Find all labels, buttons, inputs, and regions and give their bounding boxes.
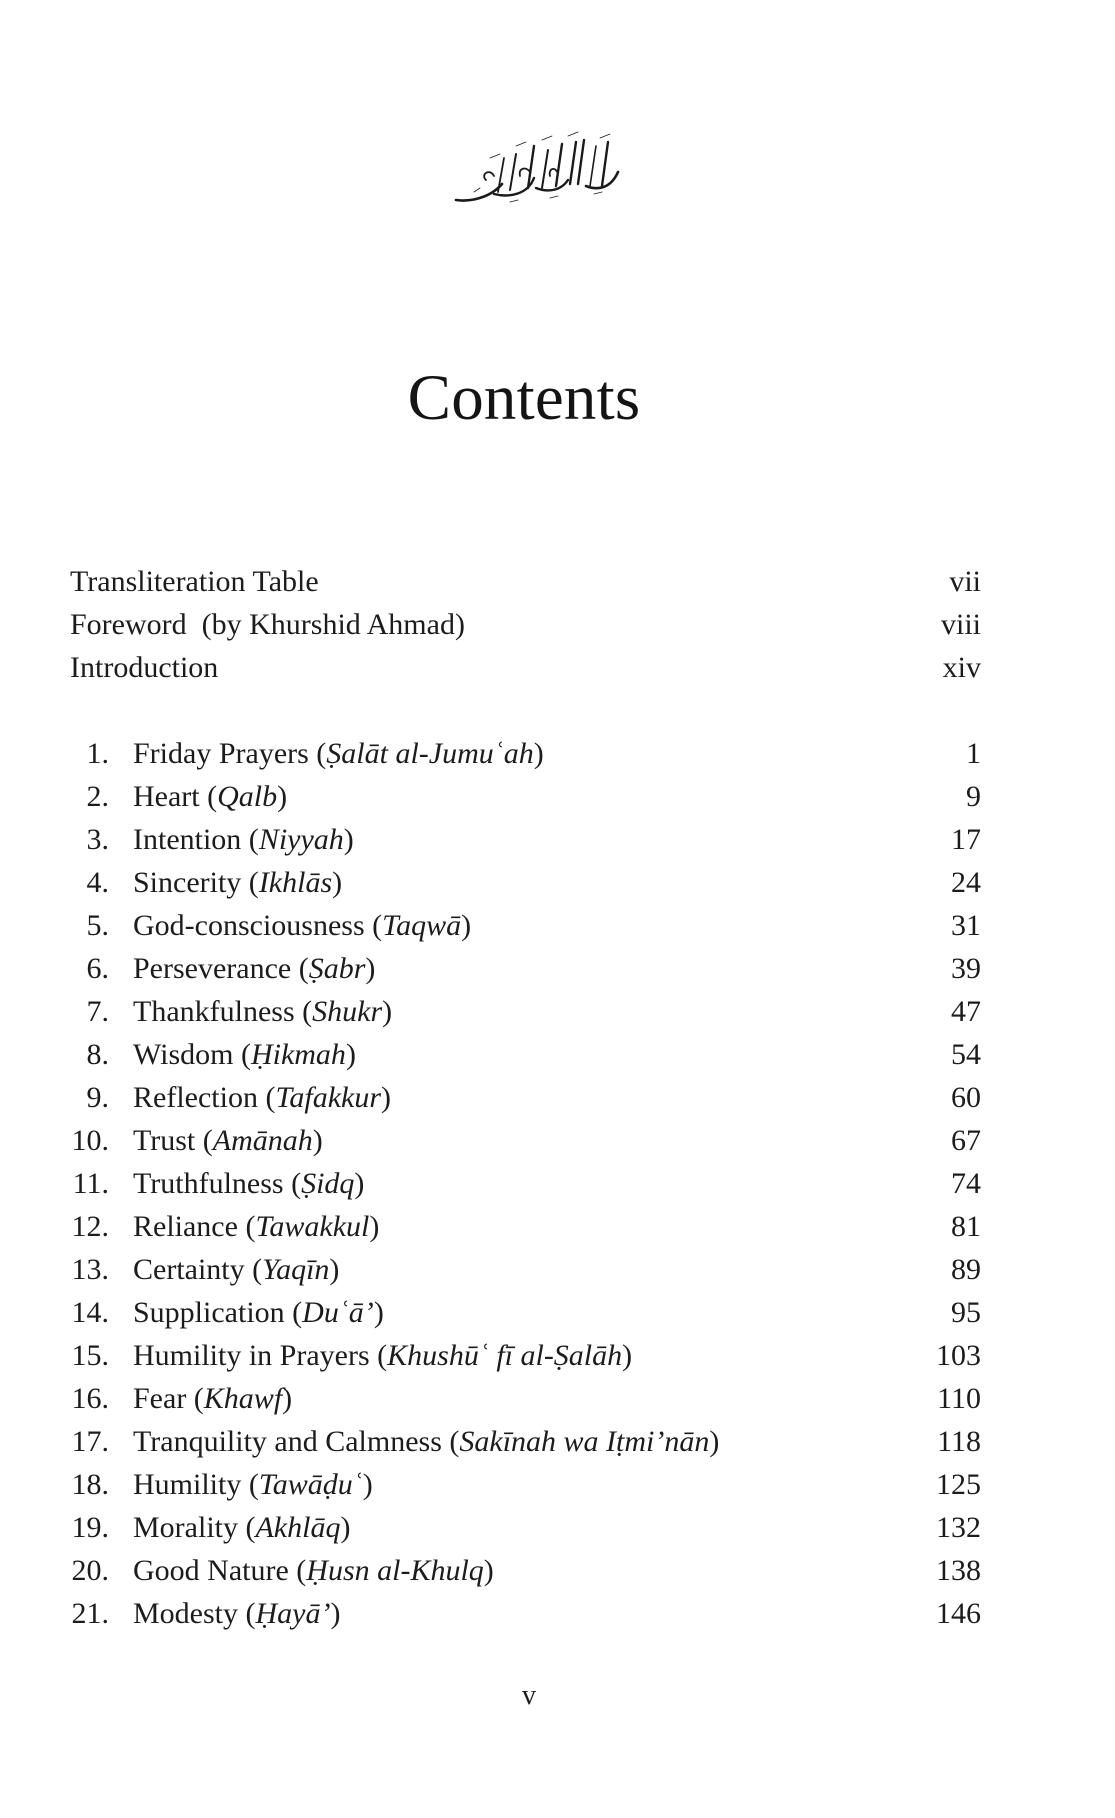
chapter-page-number: 95 bbox=[951, 1296, 981, 1329]
chapter-title bbox=[133, 1463, 373, 1506]
chapter-title-english: Reliance ( bbox=[133, 1210, 256, 1243]
chapter-title-close-paren: ) bbox=[332, 866, 343, 899]
chapter-title-close-paren: ) bbox=[381, 1081, 392, 1114]
chapter-title bbox=[133, 947, 375, 990]
chapter-title-arabic-term: Yaqīn bbox=[262, 1253, 330, 1286]
chapter-title-english: Fear ( bbox=[133, 1382, 204, 1415]
chapter-title-english: Reflection ( bbox=[133, 1081, 276, 1114]
chapter-number: 16. bbox=[71, 1382, 109, 1415]
chapter-number: 21. bbox=[71, 1597, 109, 1630]
front-matter-list bbox=[0, 560, 1115, 689]
chapter-number: 3. bbox=[86, 823, 109, 856]
chapter-page-number: 1 bbox=[966, 737, 981, 770]
chapter-title-english: Trust ( bbox=[133, 1124, 213, 1157]
toc-entry-chapter-17[interactable] bbox=[0, 1420, 1115, 1463]
chapter-title-arabic-term: Qalb bbox=[217, 780, 278, 813]
chapter-title bbox=[133, 1592, 340, 1635]
toc-entry-chapter-16[interactable] bbox=[0, 1377, 1115, 1420]
toc-entry-chapter-21[interactable] bbox=[0, 1592, 1115, 1635]
chapter-number: 10. bbox=[71, 1124, 109, 1157]
chapter-page-number: 47 bbox=[951, 995, 981, 1028]
chapter-number: 7. bbox=[86, 995, 109, 1028]
chapter-title bbox=[133, 1119, 323, 1162]
chapter-page-number: 118 bbox=[937, 1425, 981, 1458]
toc-entry-chapter-10[interactable] bbox=[0, 1119, 1115, 1162]
toc-entry-chapter-15[interactable] bbox=[0, 1334, 1115, 1377]
chapter-number: 18. bbox=[71, 1468, 109, 1501]
chapter-number: 6. bbox=[86, 952, 109, 985]
chapter-title-close-paren: ) bbox=[461, 909, 472, 942]
toc-entry-chapter-8[interactable] bbox=[0, 1033, 1115, 1076]
chapter-title bbox=[133, 1248, 339, 1291]
chapter-title bbox=[133, 990, 392, 1033]
chapter-title bbox=[133, 775, 287, 818]
toc-entry-chapter-18[interactable] bbox=[0, 1463, 1115, 1506]
chapter-number: 14. bbox=[71, 1296, 109, 1329]
chapter-title-arabic-term: Taqwā bbox=[382, 909, 462, 942]
chapter-title-arabic-term: Ḥusn al-Khulq bbox=[306, 1554, 484, 1587]
chapter-title bbox=[133, 1420, 719, 1463]
chapter-title-arabic-term: Tawāḍuʿ bbox=[258, 1468, 363, 1501]
chapter-number: 15. bbox=[71, 1339, 109, 1372]
chapter-title-arabic-term: Akhlāq bbox=[255, 1511, 341, 1544]
chapter-title-close-paren: ) bbox=[709, 1425, 720, 1458]
chapter-title-close-paren: ) bbox=[312, 1124, 323, 1157]
toc-entry-chapter-4[interactable] bbox=[0, 861, 1115, 904]
chapter-title-english: Wisdom ( bbox=[133, 1038, 251, 1071]
chapter-number: 11. bbox=[72, 1167, 109, 1200]
page-title: Contents bbox=[407, 362, 641, 434]
chapter-title bbox=[133, 1377, 292, 1420]
toc-entry-chapter-20[interactable] bbox=[0, 1549, 1115, 1592]
chapter-title-close-paren: ) bbox=[365, 952, 376, 985]
chapter-page-number: 125 bbox=[936, 1468, 981, 1501]
toc-entry-chapter-1[interactable] bbox=[0, 732, 1115, 775]
chapter-title-close-paren: ) bbox=[282, 1382, 293, 1415]
chapter-title-arabic-term: Khawf bbox=[203, 1382, 283, 1415]
chapter-title-close-paren: ) bbox=[345, 1038, 356, 1071]
chapter-title-arabic-term: Amānah bbox=[212, 1124, 313, 1157]
chapter-title-close-paren: ) bbox=[354, 1167, 365, 1200]
chapter-title-close-paren: ) bbox=[343, 823, 354, 856]
chapter-title-arabic-term: Tawakkul bbox=[255, 1210, 370, 1243]
chapter-page-number: 67 bbox=[951, 1124, 981, 1157]
chapter-title-arabic-term: Duʿā’ bbox=[302, 1296, 374, 1329]
toc-entry-chapter-14[interactable] bbox=[0, 1291, 1115, 1334]
toc-entry-chapter-13[interactable] bbox=[0, 1248, 1115, 1291]
chapter-title-english: Perseverance ( bbox=[133, 952, 309, 985]
chapter-title-arabic-term: Ṣabr bbox=[308, 952, 366, 985]
chapter-number: 4. bbox=[86, 866, 109, 899]
chapter-title-close-paren: ) bbox=[373, 1296, 384, 1329]
toc-entry-chapter-7[interactable] bbox=[0, 990, 1115, 1033]
chapter-page-number: 110 bbox=[937, 1382, 981, 1415]
chapter-title-english: Heart ( bbox=[133, 780, 218, 813]
chapter-title-close-paren: ) bbox=[340, 1511, 351, 1544]
chapter-title-close-paren: ) bbox=[277, 780, 288, 813]
chapter-title-close-paren: ) bbox=[382, 995, 393, 1028]
chapter-title-arabic-term: Ṣidq bbox=[301, 1167, 355, 1200]
chapter-title bbox=[133, 1033, 356, 1076]
chapter-title-english: Friday Prayers ( bbox=[133, 737, 327, 770]
entry-page-number: vii bbox=[949, 565, 981, 598]
page-folio-number: v bbox=[522, 1680, 536, 1711]
chapter-number: 19. bbox=[71, 1511, 109, 1544]
chapter-title-close-paren: ) bbox=[329, 1253, 340, 1286]
chapter-title-english: Morality ( bbox=[133, 1511, 256, 1544]
chapter-title-english: Intention ( bbox=[133, 823, 259, 856]
toc-entry-introduction[interactable] bbox=[0, 646, 1115, 689]
chapter-title-english: Certainty ( bbox=[133, 1253, 263, 1286]
chapter-page-number: 103 bbox=[936, 1339, 981, 1372]
chapter-number: 17. bbox=[71, 1425, 109, 1458]
chapter-title-close-paren: ) bbox=[533, 737, 544, 770]
chapter-number: 20. bbox=[71, 1554, 109, 1587]
toc-entry-chapter-19[interactable] bbox=[0, 1506, 1115, 1549]
chapter-title-english: Good Nature ( bbox=[133, 1554, 307, 1587]
chapter-title bbox=[133, 1334, 632, 1377]
chapter-title bbox=[133, 818, 354, 861]
chapter-page-number: 74 bbox=[951, 1167, 981, 1200]
chapter-number: 2. bbox=[86, 780, 109, 813]
chapter-title-arabic-term: Niyyah bbox=[258, 823, 344, 856]
chapter-title-arabic-term: Khushūʿ fī al-Ṣalāh bbox=[387, 1339, 623, 1372]
chapter-title-english: Humility ( bbox=[133, 1468, 259, 1501]
chapter-page-number: 132 bbox=[936, 1511, 981, 1544]
chapter-title bbox=[133, 904, 471, 947]
entry-page-number: xiv bbox=[942, 651, 981, 684]
chapter-title bbox=[133, 1205, 379, 1248]
chapter-number: 5. bbox=[86, 909, 109, 942]
entry-page-number: viii bbox=[940, 608, 981, 641]
chapter-title-english: Truthfulness ( bbox=[133, 1167, 302, 1200]
chapter-title-arabic-term: Sakīnah wa Iṭmi’nān bbox=[459, 1425, 710, 1458]
toc-entry-chapter-5[interactable] bbox=[0, 904, 1115, 947]
chapter-title-arabic-term: Ikhlās bbox=[258, 866, 333, 899]
chapter-page-number: 39 bbox=[951, 952, 981, 985]
chapter-title-english: Modesty ( bbox=[133, 1597, 256, 1630]
chapter-title bbox=[133, 1076, 391, 1119]
chapter-title bbox=[133, 1549, 494, 1592]
chapter-title-close-paren: ) bbox=[330, 1597, 341, 1630]
chapter-title bbox=[133, 1162, 364, 1205]
toc-entry-chapter-9[interactable] bbox=[0, 1076, 1115, 1119]
chapter-page-number: 54 bbox=[951, 1038, 981, 1071]
chapter-number: 8. bbox=[86, 1038, 109, 1071]
chapter-title bbox=[133, 1291, 384, 1334]
chapter-number: 1. bbox=[86, 737, 109, 770]
chapter-title-english: Humility in Prayers ( bbox=[133, 1339, 388, 1372]
chapter-title-arabic-term: Ḥikmah bbox=[250, 1038, 346, 1071]
chapter-page-number: 81 bbox=[951, 1210, 981, 1243]
toc-entry-chapter-6[interactable] bbox=[0, 947, 1115, 990]
toc-entry-transliteration-table[interactable] bbox=[0, 560, 1115, 603]
chapter-page-number: 17 bbox=[951, 823, 981, 856]
chapter-number: 12. bbox=[71, 1210, 109, 1243]
chapter-page-number: 60 bbox=[951, 1081, 981, 1114]
chapter-number: 13. bbox=[71, 1253, 109, 1286]
chapter-title-arabic-term: Ḥayā’ bbox=[255, 1597, 331, 1630]
chapter-page-number: 138 bbox=[936, 1554, 981, 1587]
chapter-title-close-paren: ) bbox=[362, 1468, 373, 1501]
chapter-title-arabic-term: Ṣalāt al-Jumuʿah bbox=[326, 737, 534, 770]
chapter-title-english: God-consciousness ( bbox=[133, 909, 383, 942]
chapter-page-number: 31 bbox=[951, 909, 981, 942]
chapter-title-english: Thankfulness ( bbox=[133, 995, 313, 1028]
chapter-title bbox=[133, 861, 342, 904]
chapter-list bbox=[0, 732, 1115, 1635]
chapter-title-english: Sincerity ( bbox=[133, 866, 259, 899]
toc-entry-chapter-2[interactable] bbox=[0, 775, 1115, 818]
entry-title: Transliteration Table bbox=[70, 565, 319, 598]
entry-title: Foreword (by Khurshid Ahmad) bbox=[70, 608, 465, 641]
chapter-title bbox=[133, 1506, 350, 1549]
bismillah-calligraphy-icon bbox=[450, 128, 630, 206]
chapter-title-arabic-term: Tafakkur bbox=[275, 1081, 382, 1114]
chapter-title-english: Tranquility and Calmness ( bbox=[133, 1425, 460, 1458]
chapter-title-english: Supplication ( bbox=[133, 1296, 303, 1329]
chapter-title-arabic-term: Shukr bbox=[312, 995, 383, 1028]
chapter-number: 9. bbox=[86, 1081, 109, 1114]
toc-entry-chapter-12[interactable] bbox=[0, 1205, 1115, 1248]
chapter-title bbox=[133, 732, 544, 775]
chapter-title-close-paren: ) bbox=[369, 1210, 380, 1243]
chapter-page-number: 146 bbox=[936, 1597, 981, 1630]
toc-entry-chapter-3[interactable] bbox=[0, 818, 1115, 861]
chapter-title-close-paren: ) bbox=[622, 1339, 633, 1372]
chapter-page-number: 9 bbox=[966, 780, 981, 813]
toc-entry-chapter-11[interactable] bbox=[0, 1162, 1115, 1205]
toc-entry-foreword[interactable] bbox=[0, 603, 1115, 646]
chapter-page-number: 89 bbox=[951, 1253, 981, 1286]
entry-title: Introduction bbox=[70, 651, 219, 684]
chapter-title-close-paren: ) bbox=[483, 1554, 494, 1587]
chapter-page-number: 24 bbox=[951, 866, 981, 899]
